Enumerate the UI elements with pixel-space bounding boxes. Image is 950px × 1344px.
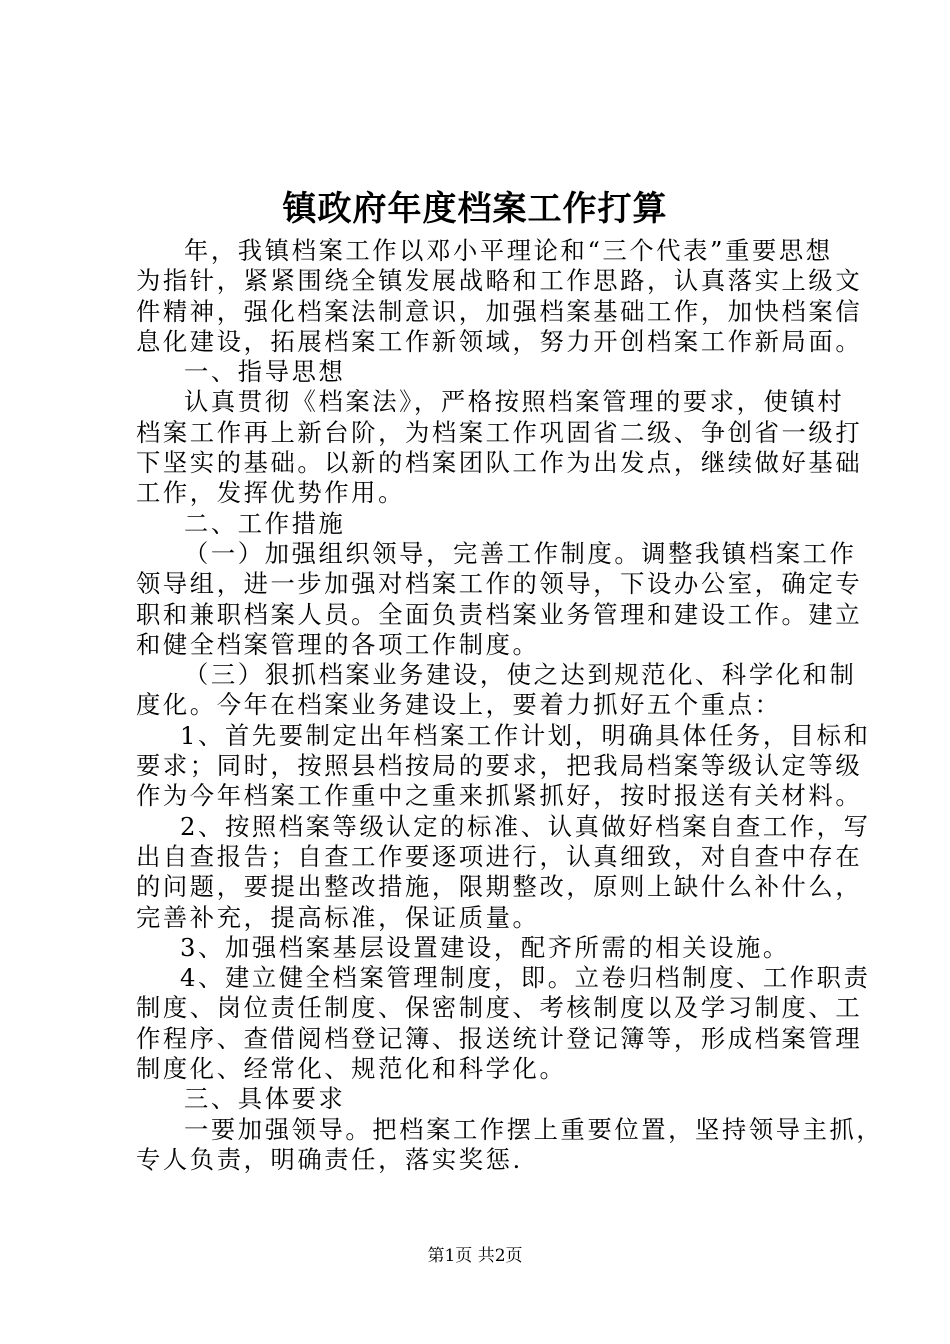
text-line: 档案工作再上新台阶，为档案工作巩固省二级、争创省一级打 (136, 417, 863, 447)
text-line: 件精神，强化档案法制意识，加强档案基础工作，加快档案信 (136, 296, 863, 326)
text-line: 制度化、经常化、规范化和科学化。 (136, 1054, 567, 1084)
text-line: 要求；同时，按照县档按局的要求，把我局档案等级认定等级 (136, 751, 863, 781)
text-line: 制度、岗位责任制度、保密制度、考核制度以及学习制度、工 (136, 993, 863, 1023)
list-item: 4、建立健全档案管理制度，即。立卷归档制度、工作职责 (180, 963, 871, 993)
text-line: 息化建设，拓展档案工作新领域，努力开创档案工作新局面。 (136, 326, 863, 356)
text-line: 的问题，要提出整改措施，限期整改，原则上缺什么补什么， (136, 872, 863, 902)
text-line: 工作，发挥优势作用。 (136, 478, 405, 508)
text-line: 一要加强领导。把档案工作摆上重要位置，坚持领导主抓， (184, 1114, 884, 1144)
document-body (136, 236, 884, 1175)
text-line: 专人负责，明确责任，落实奖惩. (136, 1144, 523, 1174)
text-line: 度化。今年在档案业务建设上，要着力抓好五个重点： (136, 690, 782, 720)
text-line: 职和兼职档案人员。全面负责档案业务管理和建设工作。建立 (136, 599, 863, 629)
list-item: 2、按照档案等级认定的标准、认真做好档案自查工作，写 (180, 811, 871, 841)
text-line: 为指针，紧紧围绕全镇发展战略和工作思路，认真落实上级文 (136, 266, 863, 296)
text-line: 领导组，进一步加强对档案工作的领导，下设办公室，确定专 (136, 569, 863, 599)
section-heading: 二、工作措施 (184, 508, 346, 538)
text-line: 作为今年档案工作重中之重来抓紧抓好，按时报送有关材料。 (136, 781, 863, 811)
text-line: 作程序、查借阅档登记簿、报送统计登记簿等，形成档案管理 (136, 1023, 863, 1053)
list-item: 1、首先要制定出年档案工作计划，明确具体任务，目标和 (180, 720, 871, 750)
text-line: 和健全档案管理的各项工作制度。 (136, 629, 540, 659)
text-line: 认真贯彻《档案法》，严格按照档案管理的要求，使镇村 (184, 387, 845, 417)
text-line: （三）狠抓档案业务建设，使之达到规范化、科学化和制 (184, 660, 857, 690)
text-line: 下坚实的基础。以新的档案团队工作为出发点，继续做好基础 (136, 448, 863, 478)
list-item: 3、加强档案基层设置建设，配齐所需的相关设施。 (180, 932, 790, 962)
text-line: （一）加强组织领导，完善工作制度。调整我镇档案工作 (184, 538, 857, 568)
text-line: 完善补充，提高标准，保证质量。 (136, 902, 540, 932)
text-line: 年，我镇档案工作以邓小平理论和“三个代表”重要思想 (184, 236, 833, 265)
page-footer: 第1页 共2页 (427, 1246, 523, 1266)
document-title: 镇政府年度档案工作打算 (282, 189, 668, 229)
section-heading: 一、指导思想 (184, 357, 346, 387)
text-line: 出自查报告；自查工作要逐项进行，认真细致，对自查中存在 (136, 841, 863, 871)
section-heading: 三、具体要求 (184, 1084, 346, 1114)
